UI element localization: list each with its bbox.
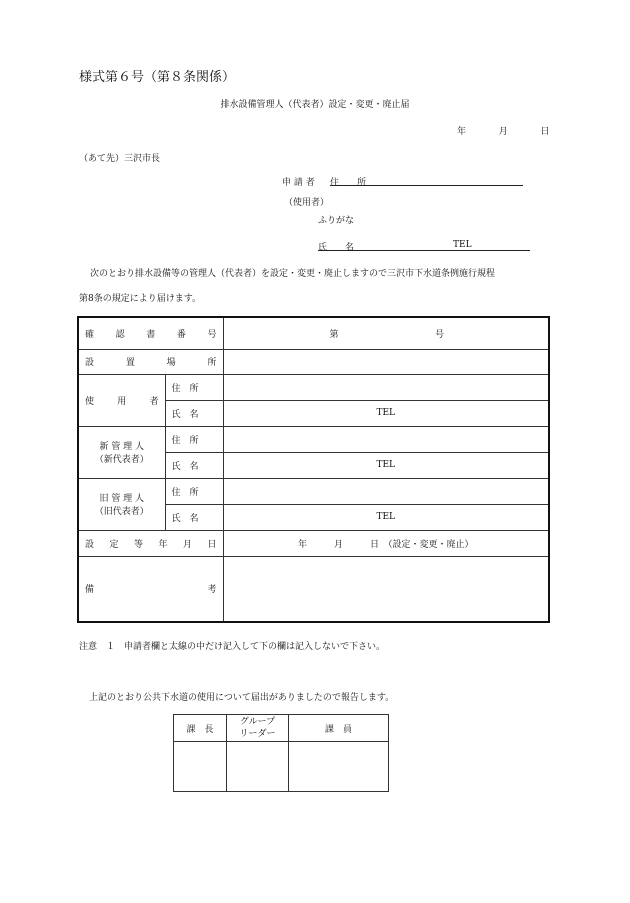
applicant-label: 申 請 者 (282, 178, 315, 188)
applicant-name-line (318, 250, 530, 251)
new-manager-tel[interactable]: TEL (223, 452, 549, 478)
date-line (457, 124, 550, 137)
row-remarks (78, 556, 549, 622)
confirm-label: 確 認 書 番 号 (85, 329, 217, 340)
applicant-address-line (330, 185, 523, 186)
old-manager-label: 旧 管 理 人 (99, 494, 145, 504)
confirm-dai: 第 (329, 329, 339, 340)
user-tel[interactable]: TEL (223, 400, 549, 426)
setting-date-value[interactable]: 年 月 日 （設定・変更・廃止） (223, 530, 549, 556)
date-year: 年 (457, 127, 467, 137)
location-label: 設 置 場 所 (85, 358, 217, 368)
row-setting-date (78, 530, 549, 556)
remarks-label: 備 考 (85, 585, 217, 596)
cell-new-manager-address-value[interactable] (223, 426, 549, 452)
applicant-user-note: （使用者） (284, 198, 330, 208)
row-new-manager-address (78, 426, 549, 452)
setting-date-label: 設 定 等 年 月 日 (85, 539, 217, 550)
user-address-label: 住 所 (165, 374, 223, 400)
row-location (78, 349, 549, 374)
cell-confirm-value[interactable] (223, 317, 549, 349)
cell-location-value[interactable] (223, 349, 549, 374)
user-name-label: 氏 名 (165, 400, 223, 426)
cell-remarks-value[interactable] (223, 556, 549, 622)
applicant-tel: TEL (453, 240, 472, 250)
addressee: （あて先）三沢市長 (79, 154, 161, 164)
cell-remarks-label (78, 556, 223, 622)
note: 注意 １ 申請者欄と太線の中だけ記入して下の欄は記入しないで下さい。 (79, 642, 386, 652)
row-old-manager-address (78, 478, 549, 504)
old-manager-name-label: 氏 名 (165, 504, 223, 530)
cell-old-manager-label (78, 478, 165, 530)
cell-user-address-value[interactable] (223, 374, 549, 400)
cell-user-label (78, 374, 165, 426)
main-form-table (77, 316, 550, 623)
user-label: 使 用 者 (85, 396, 159, 407)
cell-new-manager-label (78, 426, 165, 478)
form-number: 様式第６号（第８条関係） (79, 70, 236, 85)
stamp-chief-label: 課 長 (174, 715, 227, 742)
new-manager-label: 新 管 理 人 (99, 442, 145, 452)
new-manager-address-label: 住 所 (165, 426, 223, 452)
body-line-1: 次のとおり排水設備等の管理人（代表者）を設定・変更・廃止しますので三沢市下水道条例施行規程 (90, 269, 496, 279)
report-text: 上記のとおり公共下水道の使用について届出がありましたので報告します。 (89, 693, 395, 703)
stamp-staff-label: 課 員 (289, 715, 389, 742)
document-title: 排水設備管理人（代表者）設定・変更・廃止届 (220, 100, 410, 110)
applicant-furigana: ふりがな (318, 216, 355, 226)
confirm-go: 号 (434, 329, 444, 340)
cell-old-manager-address-value[interactable] (223, 478, 549, 504)
date-day: 日 (540, 127, 550, 137)
row-user-address (78, 374, 549, 400)
old-manager-address-label: 住 所 (165, 478, 223, 504)
date-month: 月 (498, 127, 508, 137)
stamp-seal-row (174, 742, 389, 792)
cell-confirm-label (78, 317, 223, 349)
body-line-2: 第8条の規定により届けます。 (79, 294, 202, 304)
stamp-group-leader-label: グループ リーダー (227, 715, 289, 742)
stamp-header-row (174, 715, 389, 742)
old-manager-tel[interactable]: TEL (223, 504, 549, 530)
row-confirm-number (78, 317, 549, 349)
cell-location-label (78, 349, 223, 374)
applicant-name-label: 氏 名 (318, 243, 355, 253)
new-manager-name-label: 氏 名 (165, 452, 223, 478)
stamp-staff-seal (289, 742, 389, 792)
cell-setting-date-label (78, 530, 223, 556)
new-manager-sub: （新代表者） (94, 455, 149, 465)
applicant-address-label: 住 所 (330, 178, 367, 188)
stamp-group-leader-seal (227, 742, 289, 792)
old-manager-sub: （旧代表者） (94, 507, 149, 517)
stamp-chief-seal (174, 742, 227, 792)
stamp-table (173, 714, 389, 792)
